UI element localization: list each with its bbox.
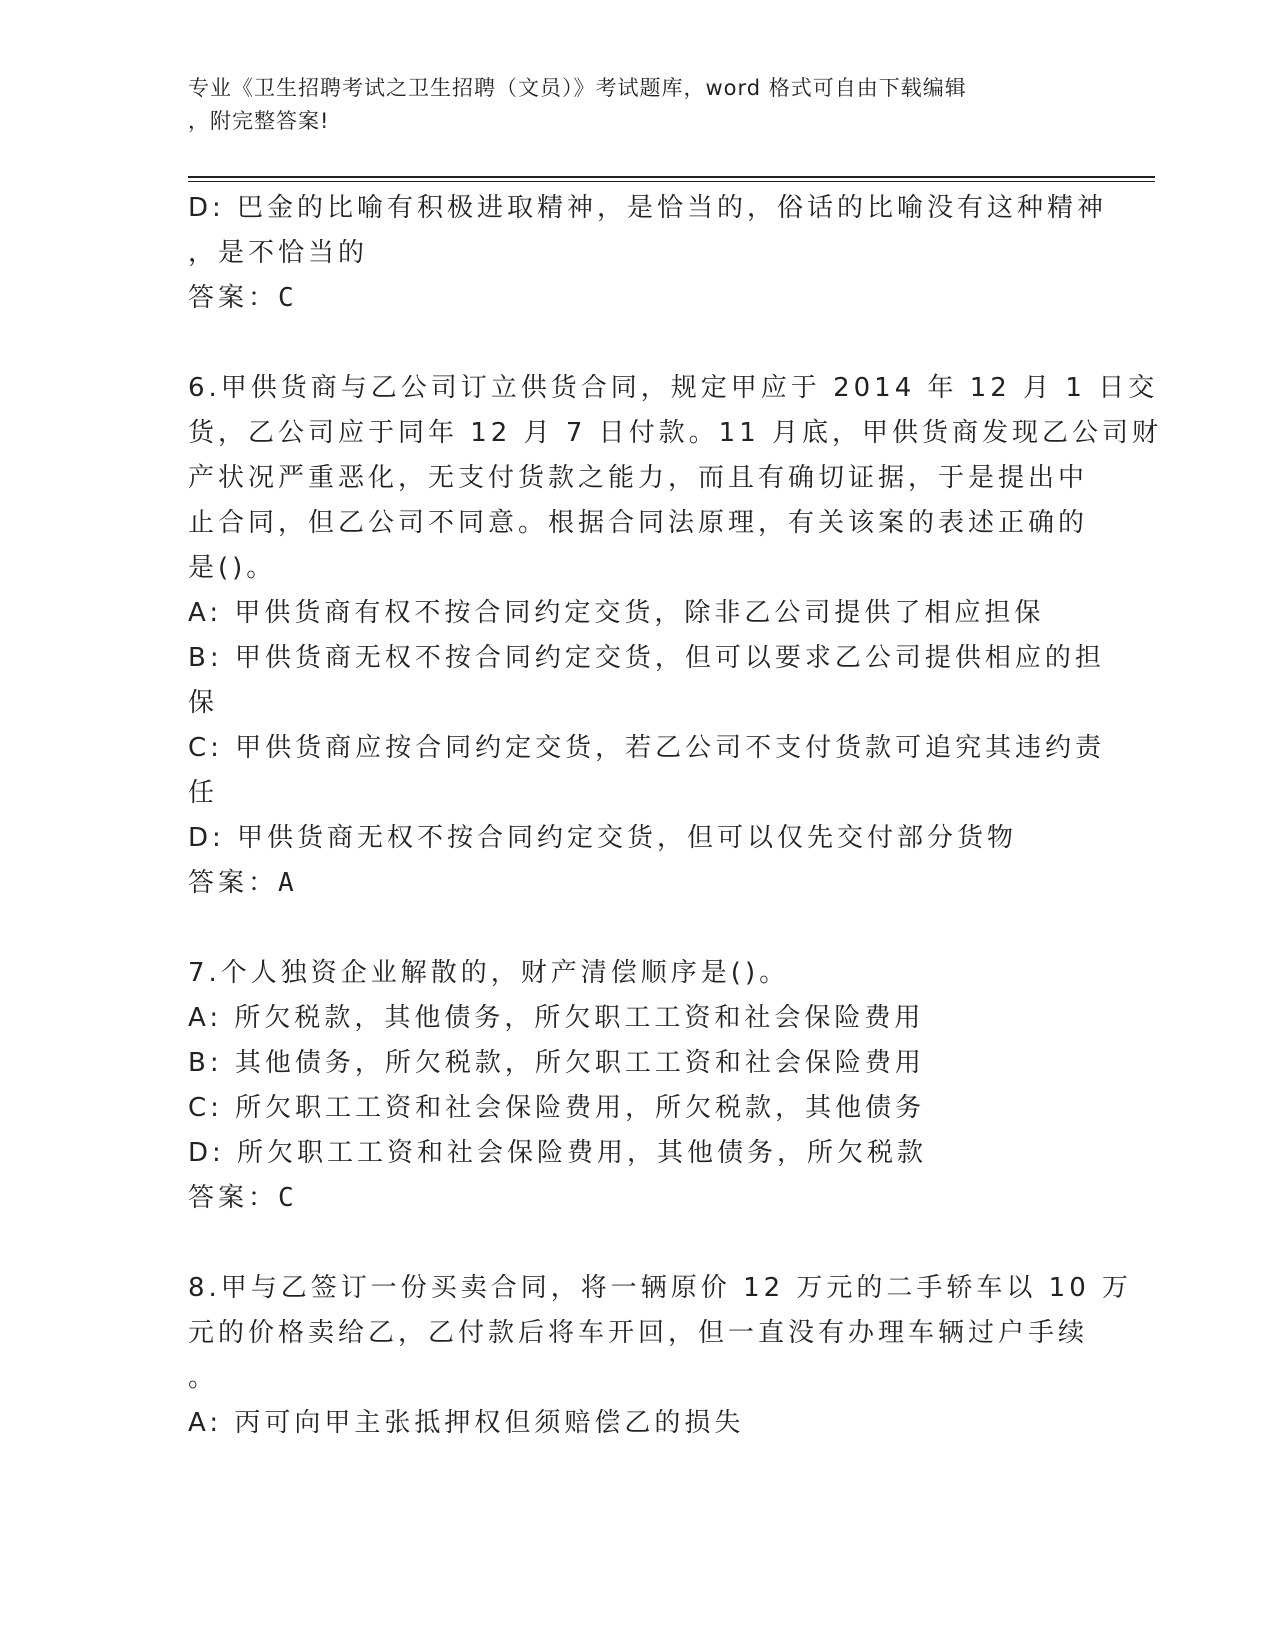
header-rule-thick [188,176,1155,178]
option-b: B: 其他债务，所欠税款，所欠职工工资和社会保险费用 [188,1048,925,1078]
block-spacer [188,321,1088,366]
question-block [188,366,1163,906]
question-text-line: 产状况严重恶化，无支付货款之能力，而且有确切证据，于是提出中 [188,463,1089,493]
option-a: A: 丙可向甲主张抵押权但须赔偿乙的损失 [188,1408,745,1438]
answer-line: 答案：A [188,868,298,898]
question-text-line: 止合同，但乙公司不同意。根据合同法原理，有关该案的表述正确的 [188,508,1089,538]
question-text-line: 元的价格卖给乙，乙付款后将车开回，但一直没有办理车辆过户手续 [188,1318,1089,1348]
answer-line: 答案：C [188,1183,298,1213]
header-line-1: 专业《卫生招聘考试之卫生招聘（文员）》考试题库，word 格式可自由下载编辑 [188,76,967,100]
question-text-line: 。 [188,1363,219,1393]
option-d: D: 所欠职工工资和社会保险费用，其他债务，所欠税款 [188,1138,928,1168]
question-content [188,186,1163,1446]
question-text-line: 是()。 [188,553,277,583]
answer-line: 答案：C [188,283,298,313]
option-b-continued: 保 [188,688,219,718]
text-line: D: 巴金的比喻有积极进取精神，是恰当的，俗话的比喻没有这种精神 [188,193,1108,223]
header-line-2: ，附完整答案! [188,109,330,133]
question-text-line: 货，乙公司应于同年 12 月 7 日付款。11 月底，甲供货商发现乙公司财 [188,418,1163,448]
block-spacer [188,906,1088,951]
option-d: D: 甲供货商无权不按合同约定交货，但可以仅先交付部分货物 [188,823,1018,853]
option-c: C: 所欠职工工资和社会保险费用，所欠税款，其他债务 [188,1093,926,1123]
document-header [188,72,1068,138]
header-rule-thin [188,181,1155,182]
block-spacer [188,1221,1088,1266]
question-text-line: 8.甲与乙签订一份买卖合同，将一辆原价 12 万元的二手轿车以 10 万 [188,1273,1133,1303]
question-block [188,1266,1133,1446]
option-a: A: 甲供货商有权不按合同约定交货，除非乙公司提供了相应担保 [188,598,1045,628]
option-c: C: 甲供货商应按合同约定交货，若乙公司不支付货款可追究其违约责 [188,733,1106,763]
text-line: ，是不恰当的 [188,238,369,268]
question-block [188,951,1088,1221]
question-block [188,186,1108,321]
option-a: A: 所欠税款，其他债务，所欠职工工资和社会保险费用 [188,1003,925,1033]
question-text-line: 7.个人独资企业解散的，财产清偿顺序是()。 [188,958,790,988]
question-text-line: 6.甲供货商与乙公司订立供货合同，规定甲应于 2014 年 12 月 1 日交 [188,373,1159,403]
option-b: B: 甲供货商无权不按合同约定交货，但可以要求乙公司提供相应的担 [188,643,1105,673]
option-c-continued: 任 [188,778,219,808]
